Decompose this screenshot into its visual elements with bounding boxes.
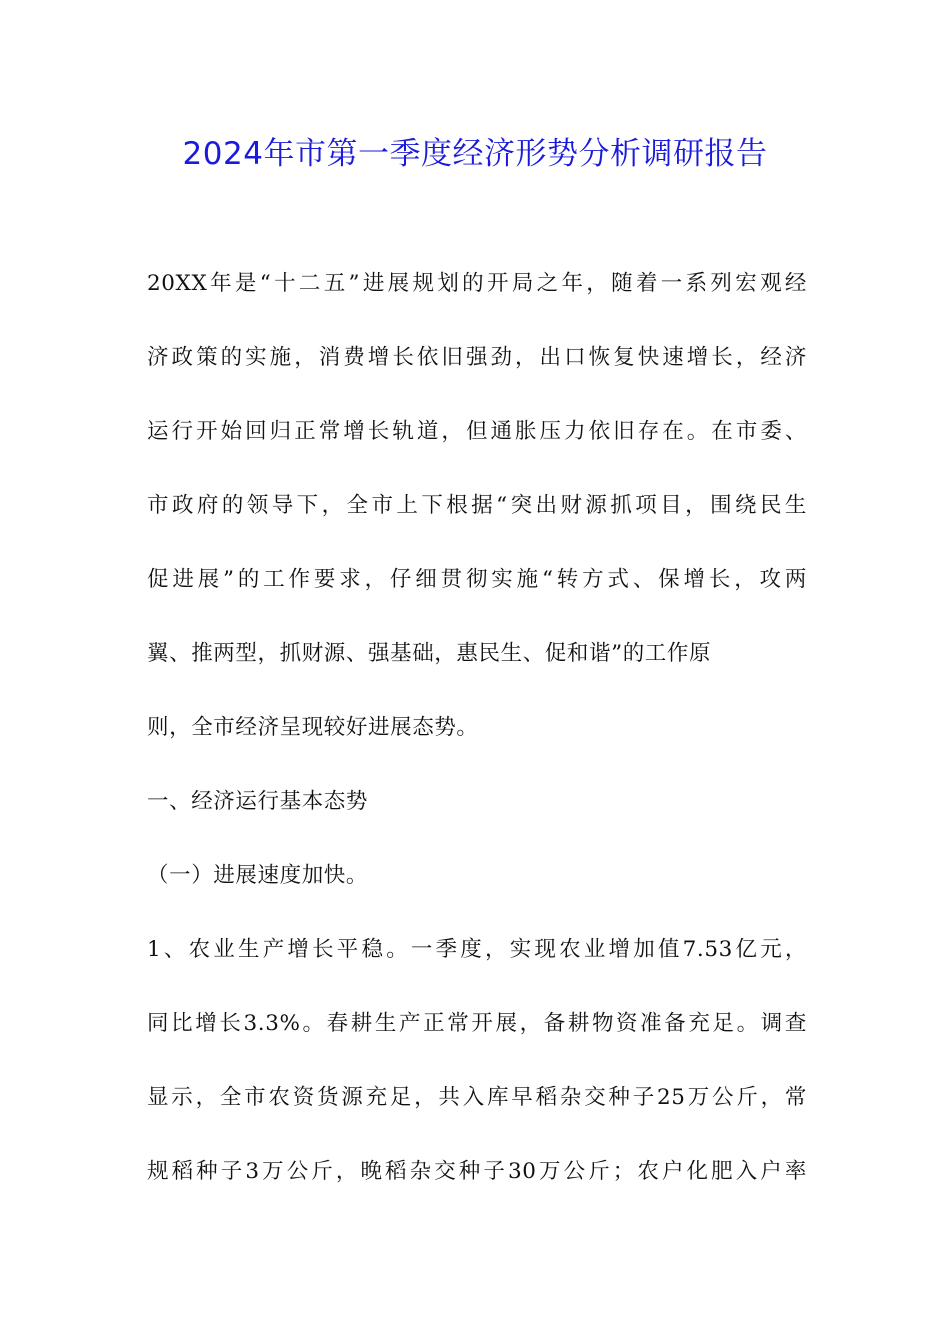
document-title: 2024年市第一季度经济形势分析调研报告 [182,136,768,172]
paragraph-line: 促进展”的工作要求，仔细贯彻实施“转方式、保增长，攻两 [147,567,807,592]
paragraph-line: 运行开始回归正常增长轨道，但通胀压力依旧存在。在市委、 [147,419,807,444]
paragraph-line: 则，全市经济呈现较好进展态势。 [147,715,479,740]
paragraph-line: 显示，全市农资货源充足，共入库早稻杂交种子25万公斤，常 [147,1085,807,1110]
paragraph-line: 同比增长3.3%。春耕生产正常开展，备耕物资准备充足。调查 [147,1011,807,1036]
subsection-heading: （一）进展速度加快。 [147,863,369,888]
paragraph-line: 济政策的实施，消费增长依旧强劲，出口恢复快速增长，经济 [147,345,807,370]
paragraph-line: 市政府的领导下，全市上下根据“突出财源抓项目，围绕民生 [147,493,807,518]
paragraph-line: 1、农业生产增长平稳。一季度，实现农业增加值7.53亿元， [147,937,807,962]
paragraph-line: 翼、推两型，抓财源、强基础，惠民生、促和谐”的工作原 [147,641,712,666]
section-heading: 一、经济运行基本态势 [147,789,369,814]
paragraph-line: 规稻种子3万公斤，晚稻杂交种子30万公斤；农户化肥入户率 [147,1159,807,1184]
paragraph-line: 20XX年是“十二五”进展规划的开局之年，随着一系列宏观经 [147,271,807,296]
